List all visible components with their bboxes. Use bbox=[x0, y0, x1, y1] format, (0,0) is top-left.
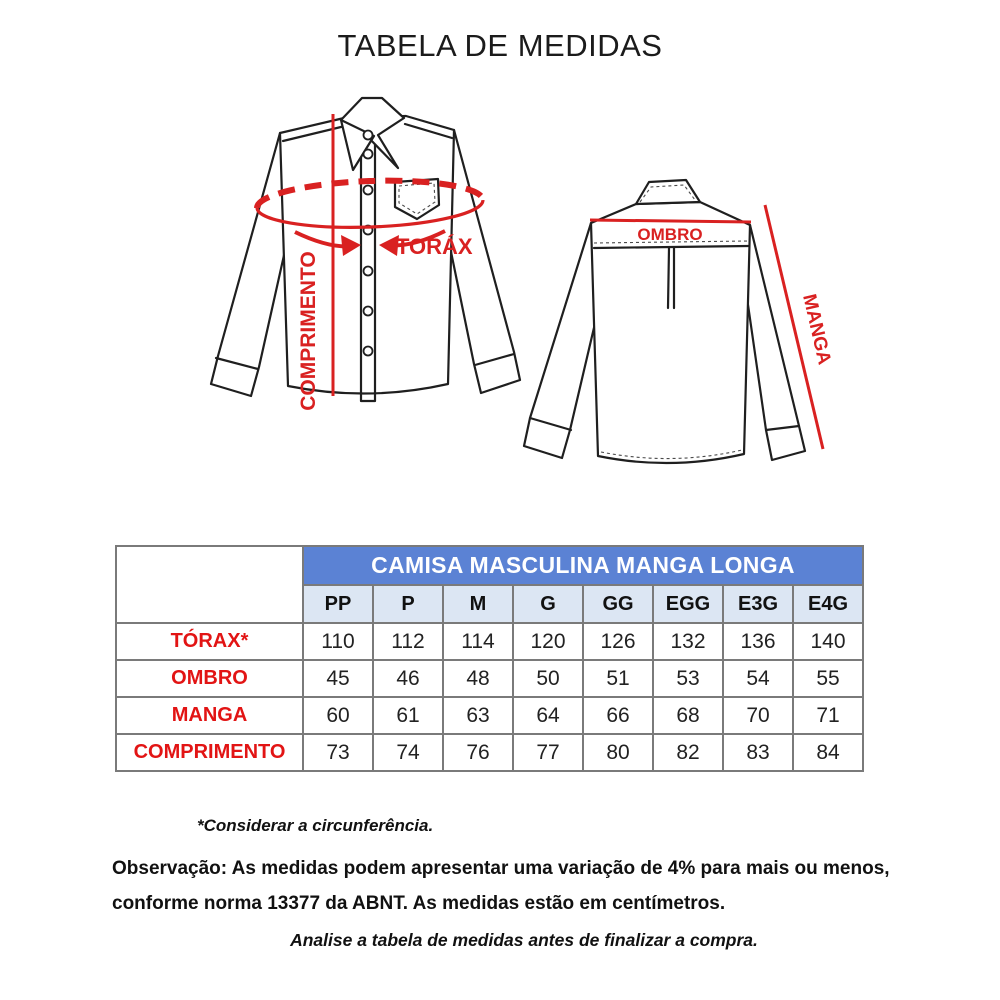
size-col-header: E3G bbox=[723, 585, 793, 623]
measure-cell: 126 bbox=[583, 623, 653, 660]
observation-line-2: conforme norma 13377 da ABNT. As medidas estão em centímetros. bbox=[112, 893, 726, 914]
table-row-ombro bbox=[116, 660, 863, 697]
size-col-header: G bbox=[513, 585, 583, 623]
measure-cell: 55 bbox=[793, 660, 863, 697]
measure-cell: 66 bbox=[583, 697, 653, 734]
size-col-header: GG bbox=[583, 585, 653, 623]
measure-cell: 48 bbox=[443, 660, 513, 697]
row-label: OMBRO bbox=[116, 660, 303, 697]
final-note: Analise a tabela de medidas antes de finalizar a compra. bbox=[290, 930, 758, 950]
measure-cell: 83 bbox=[723, 734, 793, 771]
measure-cell: 110 bbox=[303, 623, 373, 660]
measure-cell: 136 bbox=[723, 623, 793, 660]
row-label: COMPRIMENTO bbox=[116, 734, 303, 771]
measure-cell: 46 bbox=[373, 660, 443, 697]
measure-cell: 76 bbox=[443, 734, 513, 771]
shirt-front-diagram bbox=[198, 88, 532, 428]
measure-cell: 132 bbox=[653, 623, 723, 660]
shoulder-line bbox=[590, 220, 751, 222]
size-col-header: E4G bbox=[793, 585, 863, 623]
measure-cell: 80 bbox=[583, 734, 653, 771]
table-row-torax bbox=[116, 623, 863, 660]
length-label: COMPRIMENTO bbox=[297, 251, 320, 411]
measure-cell: 71 bbox=[793, 697, 863, 734]
observation-text bbox=[112, 851, 890, 921]
collar-back bbox=[636, 180, 700, 204]
measure-cell: 60 bbox=[303, 697, 373, 734]
measure-cell: 50 bbox=[513, 660, 583, 697]
measure-cell: 53 bbox=[653, 660, 723, 697]
size-col-header: P bbox=[373, 585, 443, 623]
measure-cell: 61 bbox=[373, 697, 443, 734]
measure-cell: 64 bbox=[513, 697, 583, 734]
size-col-header: M bbox=[443, 585, 513, 623]
measure-cell: 54 bbox=[723, 660, 793, 697]
measure-cell: 112 bbox=[373, 623, 443, 660]
measure-cell: 74 bbox=[373, 734, 443, 771]
circumference-footnote: *Considerar a circunferência. bbox=[197, 816, 434, 835]
observation-line-1: Observação: As medidas podem apresentar uma variação de 4% para mais ou menos, bbox=[112, 858, 890, 879]
measure-cell: 140 bbox=[793, 623, 863, 660]
shoulder-label: OMBRO bbox=[637, 225, 703, 244]
row-label: TÓRAX* bbox=[116, 623, 303, 660]
chest-label: TORÁX bbox=[396, 234, 473, 259]
measure-cell: 45 bbox=[303, 660, 373, 697]
size-col-header: EGG bbox=[653, 585, 723, 623]
measure-cell: 82 bbox=[653, 734, 723, 771]
measure-cell: 84 bbox=[793, 734, 863, 771]
measure-cell: 77 bbox=[513, 734, 583, 771]
shirt-back-outline bbox=[524, 180, 805, 463]
page-title: TABELA DE MEDIDAS bbox=[337, 28, 663, 63]
row-label: MANGA bbox=[116, 697, 303, 734]
measure-cell: 63 bbox=[443, 697, 513, 734]
table-corner-empty bbox=[116, 546, 303, 623]
size-table bbox=[115, 545, 864, 772]
size-col-header: PP bbox=[303, 585, 373, 623]
table-row-comprimento bbox=[116, 734, 863, 771]
sleeve-label: MANGA bbox=[798, 292, 835, 367]
measure-cell: 70 bbox=[723, 697, 793, 734]
shirt-back-diagram bbox=[518, 158, 850, 482]
measure-cell: 68 bbox=[653, 697, 723, 734]
measure-cell: 120 bbox=[513, 623, 583, 660]
table-title: CAMISA MASCULINA MANGA LONGA bbox=[303, 546, 863, 585]
measure-cell: 114 bbox=[443, 623, 513, 660]
table-row-manga bbox=[116, 697, 863, 734]
measure-cell: 73 bbox=[303, 734, 373, 771]
measure-cell: 51 bbox=[583, 660, 653, 697]
